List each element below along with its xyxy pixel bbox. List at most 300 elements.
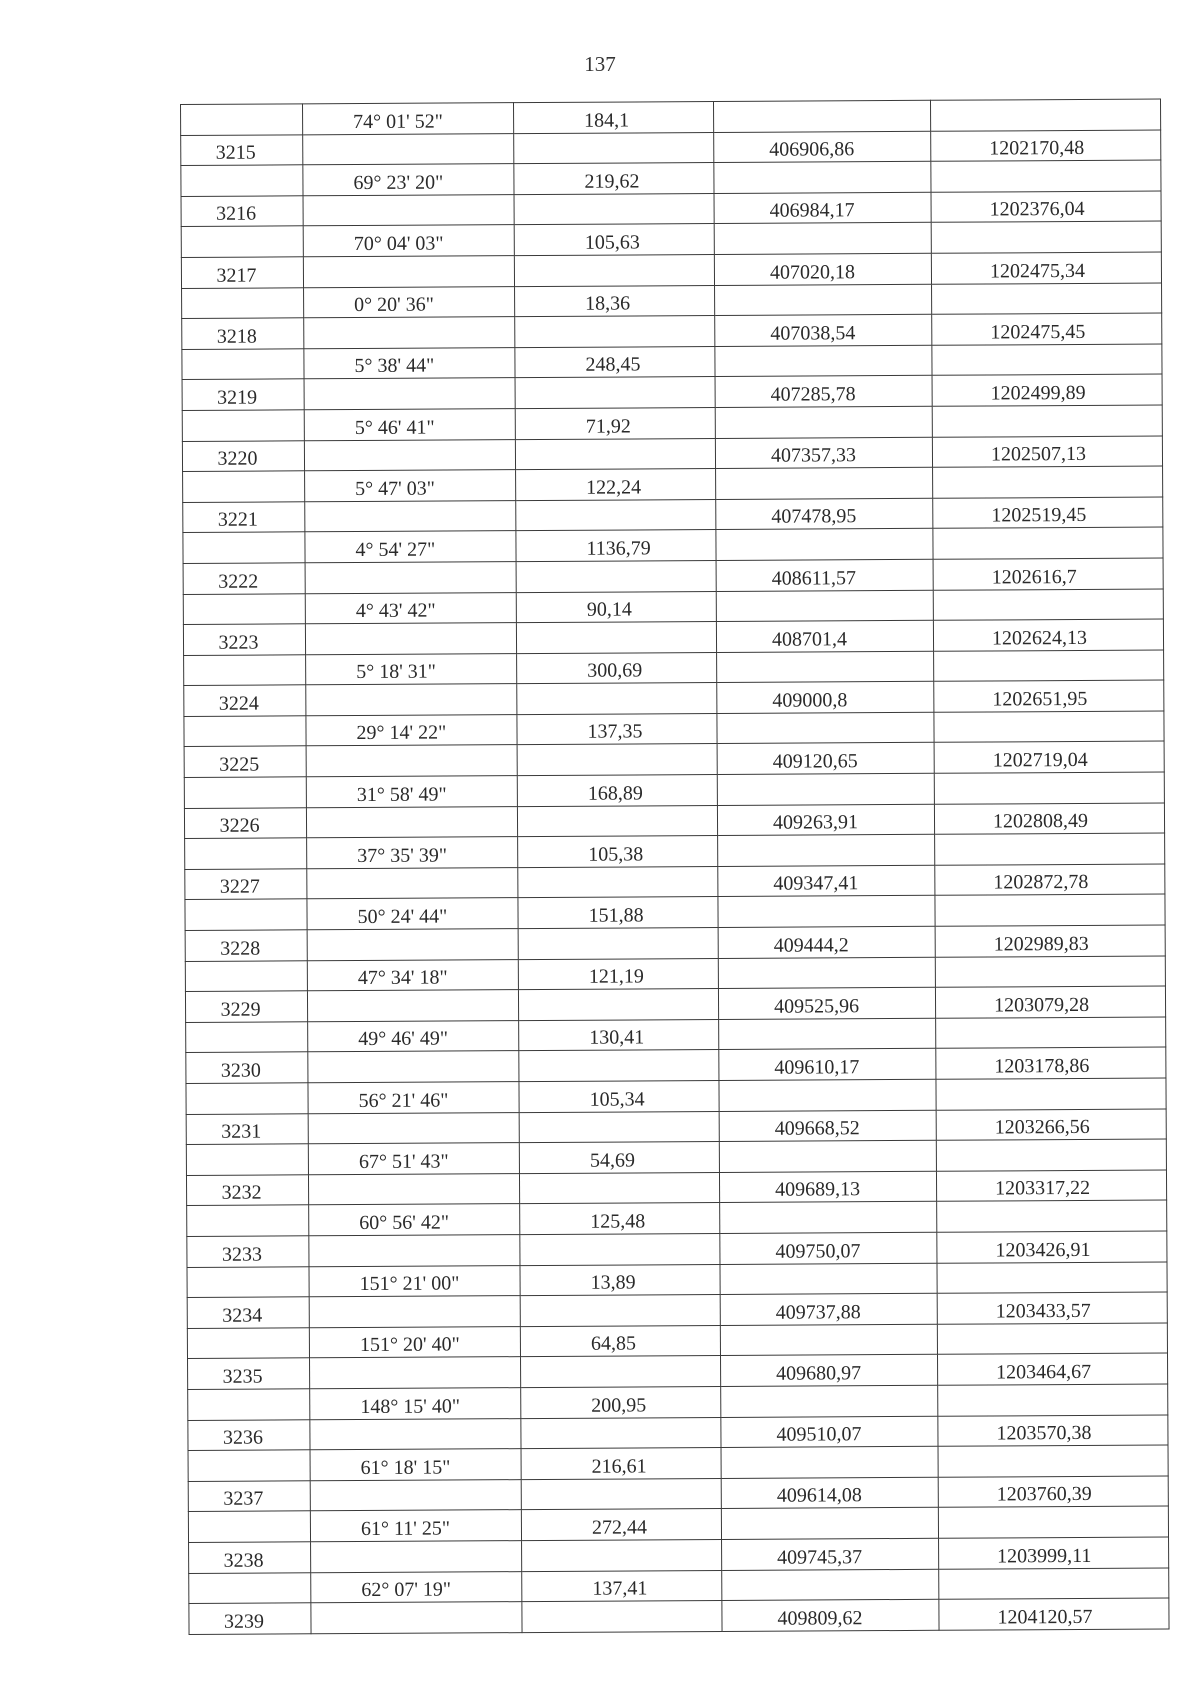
empty-distance-cell [514, 132, 714, 164]
empty-point-cell [181, 165, 303, 196]
empty-point-cell [185, 838, 307, 869]
empty-point-cell [187, 1266, 309, 1297]
direction-angle-cell [303, 225, 514, 257]
y-coordinate-cell [934, 803, 1164, 835]
x-coordinate-cell-text: 409525,96 [773, 995, 860, 1018]
direction-angle-cell-text: 60° 56' 42" [359, 1211, 450, 1234]
point-number-cell-text: 3217 [216, 264, 257, 287]
y-coordinate-cell-text: 1202475,34 [989, 259, 1086, 283]
point-number-cell [189, 1542, 311, 1573]
direction-angle-cell-text: 29° 14' 22" [356, 721, 447, 745]
point-row [184, 680, 1164, 716]
table-body [181, 99, 1170, 1634]
point-number-cell [185, 869, 307, 900]
y-coordinate-cell-text: 1202989,83 [993, 932, 1089, 956]
direction-angle-cell [303, 164, 514, 196]
distance-cell-text: 168,89 [587, 782, 643, 805]
point-row [182, 374, 1162, 410]
empty-x-cell [717, 651, 934, 683]
x-coordinate-cell [722, 1538, 939, 1570]
empty-point-cell [188, 1450, 310, 1481]
direction-angle-cell [305, 470, 516, 502]
empty-point-cell [186, 1144, 308, 1175]
empty-x-cell [716, 529, 933, 561]
empty-distance-cell [521, 1478, 721, 1510]
distance-cell-text: 1136,79 [586, 537, 651, 560]
y-coordinate-cell [933, 497, 1163, 529]
direction-angle-cell-text: 5° 46' 41" [354, 416, 435, 439]
y-coordinate-cell [939, 1537, 1169, 1569]
direction-angle-cell [306, 715, 517, 747]
empty-y-cell [932, 405, 1162, 437]
empty-x-cell [718, 957, 935, 989]
y-coordinate-cell-text: 1204120,57 [997, 1605, 1093, 1629]
empty-distance-cell [522, 1601, 722, 1633]
empty-angle-cell [309, 1235, 520, 1267]
point-row [188, 1415, 1168, 1451]
y-coordinate-cell [937, 1292, 1167, 1324]
point-number-cell-text: 3226 [219, 814, 260, 838]
x-coordinate-cell [716, 559, 933, 591]
point-row [186, 1170, 1166, 1206]
x-coordinate-cell-text: 409737,88 [775, 1300, 861, 1324]
point-number-cell-text: 3230 [220, 1059, 261, 1082]
y-coordinate-cell [935, 986, 1165, 1018]
x-coordinate-cell [722, 1599, 939, 1631]
empty-y-cell [934, 711, 1164, 743]
empty-y-cell [936, 1139, 1166, 1171]
empty-angle-cell [308, 1173, 519, 1205]
empty-point-cell [186, 1083, 308, 1114]
y-coordinate-cell [935, 925, 1165, 957]
direction-angle-cell-text: 62° 07' 19" [361, 1578, 452, 1602]
point-row [181, 130, 1161, 166]
empty-angle-cell [305, 623, 516, 655]
empty-x-cell [715, 284, 932, 316]
y-coordinate-cell [934, 741, 1164, 773]
direction-angle-cell-text: 61° 11' 25" [360, 1517, 451, 1540]
empty-y-cell [937, 1323, 1167, 1355]
empty-x-cell [716, 590, 933, 622]
x-coordinate-cell-text: 409614,08 [776, 1484, 862, 1508]
y-coordinate-cell-text: 1203317,22 [995, 1177, 1091, 1200]
point-number-cell-text: 3228 [220, 937, 261, 960]
x-coordinate-cell-text: 409510,07 [776, 1423, 862, 1446]
point-number-cell-text: 3218 [216, 325, 257, 348]
empty-y-cell [933, 527, 1163, 559]
empty-angle-cell [303, 133, 514, 165]
point-row [187, 1231, 1167, 1267]
point-number-cell-text: 3224 [218, 692, 259, 715]
direction-angle-cell-text: 31° 58' 49" [356, 783, 447, 806]
direction-angle-cell [310, 1449, 521, 1481]
distance-cell-text: 137,41 [592, 1577, 648, 1600]
distance-cell-text: 125,48 [590, 1210, 646, 1233]
direction-angle-cell [307, 837, 518, 869]
direction-angle-cell [309, 1204, 520, 1236]
point-number-cell-text: 3215 [215, 141, 256, 164]
empty-point-cell [183, 532, 305, 563]
y-coordinate-cell-text: 1203570,38 [996, 1422, 1092, 1445]
y-coordinate-cell [935, 864, 1165, 896]
x-coordinate-cell-text: 409000,8 [772, 689, 848, 712]
point-number-cell [183, 502, 305, 533]
x-coordinate-cell [718, 865, 935, 897]
distance-cell [521, 1448, 721, 1480]
direction-angle-cell-text: 50° 24' 44" [357, 905, 448, 929]
direction-angle-cell-text: 37° 35' 39" [357, 844, 448, 867]
distance-cell [515, 285, 715, 317]
x-coordinate-cell [717, 743, 934, 775]
distance-cell-text: 71,92 [585, 415, 631, 438]
direction-angle-cell-text: 47° 34' 18" [357, 966, 448, 990]
x-coordinate-cell-text: 409809,62 [777, 1606, 863, 1630]
distance-cell [519, 1019, 719, 1051]
empty-point-cell [189, 1572, 311, 1603]
point-row [185, 986, 1165, 1022]
direction-angle-cell-text: 67° 51' 43" [358, 1150, 449, 1173]
empty-angle-cell [310, 1357, 521, 1389]
point-number-cell-text: 3239 [223, 1610, 265, 1633]
point-number-cell [186, 1052, 308, 1083]
y-coordinate-cell [939, 1598, 1169, 1630]
point-row [182, 313, 1162, 349]
x-coordinate-cell [719, 1171, 936, 1203]
empty-y-cell [938, 1506, 1168, 1538]
point-row [182, 436, 1162, 472]
empty-distance-cell [517, 805, 717, 837]
y-coordinate-cell-text: 1202872,78 [993, 871, 1089, 894]
empty-point-cell [181, 104, 303, 135]
empty-x-cell [718, 896, 935, 928]
point-row [184, 803, 1164, 839]
empty-point-cell [185, 960, 307, 991]
point-number-cell-text: 3235 [222, 1365, 263, 1388]
empty-y-cell [931, 221, 1161, 253]
point-row [185, 864, 1165, 900]
direction-angle-cell-text: 151° 21' 00" [359, 1272, 460, 1296]
empty-distance-cell [515, 377, 715, 409]
point-number-cell-text: 3238 [223, 1549, 264, 1572]
point-number-cell [181, 134, 303, 165]
x-coordinate-cell-text: 409750,07 [775, 1239, 861, 1263]
distance-cell [515, 407, 715, 439]
direction-angle-cell-text: 0° 20' 36" [354, 293, 434, 317]
point-row [184, 741, 1164, 777]
distance-cell [514, 224, 714, 256]
x-coordinate-cell [716, 620, 933, 652]
point-number-cell [185, 991, 307, 1022]
empty-x-cell [715, 345, 932, 377]
empty-point-cell [183, 471, 305, 502]
y-coordinate-cell [938, 1476, 1168, 1508]
empty-x-cell [719, 1018, 936, 1050]
point-number-cell [188, 1481, 310, 1512]
y-coordinate-cell [937, 1353, 1167, 1385]
empty-angle-cell [307, 929, 518, 961]
direction-angle-cell-text: 5° 18' 31" [356, 660, 437, 684]
empty-angle-cell [304, 378, 515, 410]
direction-angle-cell-text: 148° 15' 40" [360, 1394, 461, 1418]
empty-point-cell [184, 777, 306, 808]
empty-distance-cell [520, 1295, 720, 1327]
empty-point-cell [182, 410, 304, 441]
point-number-cell-text: 3229 [220, 998, 261, 1021]
empty-angle-cell [309, 1296, 520, 1328]
direction-angle-cell [305, 592, 516, 624]
point-number-cell [181, 196, 303, 227]
empty-y-cell [933, 466, 1163, 498]
empty-point-cell [187, 1328, 309, 1359]
y-coordinate-cell-text: 1202475,45 [990, 320, 1086, 344]
x-coordinate-cell-text: 407478,95 [771, 505, 857, 529]
point-row [186, 1109, 1166, 1145]
empty-distance-cell [517, 744, 717, 776]
x-coordinate-cell [714, 192, 931, 224]
empty-distance-cell [522, 1539, 722, 1571]
y-coordinate-cell-text: 1202170,48 [989, 137, 1085, 160]
distance-cell-text: 54,69 [589, 1149, 635, 1172]
distance-cell [517, 713, 717, 745]
point-number-cell-text: 3222 [218, 570, 259, 593]
point-row [183, 558, 1163, 594]
point-row [188, 1353, 1168, 1389]
empty-angle-cell [303, 256, 514, 288]
point-number-cell-text: 3223 [218, 631, 259, 654]
direction-angle-cell [307, 959, 518, 991]
empty-angle-cell [304, 317, 515, 349]
distance-cell-text: 90,14 [586, 598, 632, 621]
empty-x-cell [713, 100, 930, 132]
point-number-cell [182, 318, 304, 349]
x-coordinate-cell [714, 253, 931, 285]
empty-point-cell [182, 287, 304, 318]
x-coordinate-cell-text: 409689,13 [775, 1178, 861, 1202]
x-coordinate-cell [721, 1355, 938, 1387]
distance-cell [518, 958, 718, 990]
point-number-cell [188, 1419, 310, 1450]
x-coordinate-cell [714, 131, 931, 163]
empty-point-cell [181, 226, 303, 257]
empty-distance-cell [516, 622, 716, 654]
empty-point-cell [185, 899, 307, 930]
empty-point-cell [188, 1511, 310, 1542]
x-coordinate-cell-text: 409610,17 [774, 1056, 860, 1079]
direction-angle-cell [308, 1143, 519, 1175]
empty-y-cell [932, 344, 1162, 376]
empty-distance-cell [520, 1233, 720, 1265]
empty-distance-cell [516, 560, 716, 592]
distance-cell [519, 1142, 719, 1174]
x-coordinate-cell-text: 409680,97 [776, 1362, 862, 1385]
distance-cell-text: 121,19 [588, 965, 644, 988]
empty-point-cell [182, 349, 304, 380]
distance-cell [518, 897, 718, 929]
empty-angle-cell [304, 439, 515, 471]
empty-point-cell [187, 1205, 309, 1236]
empty-point-cell [184, 654, 306, 685]
direction-angle-cell-text: 74° 01' 52" [353, 110, 443, 133]
direction-angle-cell-text: 56° 21' 46" [358, 1089, 449, 1112]
empty-y-cell [935, 894, 1165, 926]
point-row [188, 1476, 1168, 1512]
x-coordinate-cell [715, 376, 932, 408]
distance-cell-text: 130,41 [589, 1026, 645, 1050]
x-coordinate-cell [718, 926, 935, 958]
distance-cell [516, 530, 716, 562]
empty-point-cell [184, 716, 306, 747]
empty-distance-cell [518, 989, 718, 1021]
x-coordinate-cell-text: 409444,2 [773, 933, 849, 957]
empty-distance-cell [514, 193, 714, 225]
empty-angle-cell [308, 1112, 519, 1144]
distance-cell-text: 13,89 [590, 1271, 636, 1294]
empty-y-cell [937, 1200, 1167, 1232]
point-number-cell-text: 3233 [221, 1243, 262, 1266]
y-coordinate-cell [932, 436, 1162, 468]
direction-angle-cell [308, 1020, 519, 1052]
empty-point-cell [186, 1022, 308, 1053]
empty-x-cell [720, 1263, 937, 1295]
distance-cell-text: 300,69 [587, 659, 643, 683]
distance-cell-text: 122,24 [586, 476, 642, 499]
y-coordinate-cell [932, 374, 1162, 406]
y-coordinate-cell-text: 1202616,7 [991, 565, 1077, 588]
empty-angle-cell [306, 745, 517, 777]
empty-y-cell [938, 1384, 1168, 1416]
x-coordinate-cell [715, 314, 932, 346]
empty-x-cell [722, 1569, 939, 1601]
point-number-cell [189, 1603, 311, 1634]
x-coordinate-cell-text: 409263,91 [772, 811, 859, 834]
distance-cell [521, 1509, 721, 1541]
y-coordinate-cell [937, 1231, 1167, 1263]
empty-y-cell [931, 160, 1161, 192]
point-number-cell [183, 624, 305, 655]
x-coordinate-cell [719, 1049, 936, 1081]
distance-cell [518, 836, 718, 868]
distance-cell-text: 219,62 [584, 170, 640, 193]
direction-angle-cell [309, 1265, 520, 1297]
point-row [189, 1537, 1169, 1573]
distance-cell [516, 469, 716, 501]
point-number-cell-text: 3237 [223, 1487, 264, 1511]
direction-angle-cell-text: 151° 20' 40" [359, 1333, 460, 1357]
distance-cell [522, 1570, 722, 1602]
point-number-cell [185, 930, 307, 961]
x-coordinate-cell-text: 409347,41 [773, 872, 859, 896]
empty-distance-cell [518, 928, 718, 960]
x-coordinate-cell-text: 407357,33 [770, 444, 857, 467]
distance-cell-text: 216,61 [591, 1455, 647, 1478]
empty-x-cell [721, 1508, 938, 1540]
y-coordinate-cell [931, 191, 1161, 223]
y-coordinate-cell-text: 1202624,13 [991, 626, 1088, 650]
empty-distance-cell [516, 499, 716, 531]
point-number-cell-text: 3232 [221, 1181, 262, 1205]
point-row [183, 497, 1163, 533]
x-coordinate-cell-text: 409668,52 [774, 1117, 860, 1140]
y-coordinate-cell-text: 1203079,28 [993, 993, 1090, 1017]
empty-x-cell [718, 835, 935, 867]
direction-angle-cell [307, 898, 518, 930]
x-coordinate-cell [716, 498, 933, 530]
x-coordinate-cell-text: 406906,86 [769, 138, 855, 161]
empty-y-cell [930, 99, 1160, 131]
y-coordinate-cell [933, 619, 1163, 651]
empty-angle-cell [305, 500, 516, 532]
page-number: 137 [584, 52, 616, 76]
y-coordinate-cell-text: 1203266,56 [994, 1116, 1090, 1139]
empty-distance-cell [515, 438, 715, 470]
direction-angle-cell [303, 103, 514, 135]
distance-cell-text: 64,85 [590, 1332, 636, 1356]
x-coordinate-cell [717, 682, 934, 714]
point-number-cell [182, 379, 304, 410]
empty-x-cell [720, 1202, 937, 1234]
empty-y-cell [936, 1078, 1166, 1110]
distance-cell-text: 105,63 [584, 231, 640, 254]
direction-angle-cell-text: 69° 23' 20" [353, 171, 444, 194]
y-coordinate-cell [938, 1415, 1168, 1447]
empty-x-cell [714, 161, 931, 193]
point-number-cell [184, 807, 306, 838]
point-number-cell [186, 1113, 308, 1144]
point-row [185, 925, 1165, 961]
coordinates-table [180, 99, 1170, 1635]
point-number-cell [188, 1358, 310, 1389]
empty-distance-cell [519, 1111, 719, 1143]
distance-cell-text: 184,1 [584, 109, 630, 132]
empty-angle-cell [306, 806, 517, 838]
empty-y-cell [936, 1017, 1166, 1049]
empty-x-cell [721, 1446, 938, 1478]
point-number-cell [184, 746, 306, 777]
distance-cell-text: 200,95 [591, 1393, 647, 1417]
empty-angle-cell [311, 1541, 522, 1573]
point-number-cell-text: 3220 [217, 447, 258, 470]
direction-angle-cell [306, 653, 517, 685]
empty-angle-cell [307, 867, 518, 899]
distance-cell [517, 775, 717, 807]
direction-angle-cell [304, 286, 515, 318]
direction-angle-cell [311, 1571, 522, 1603]
distance-cell [520, 1264, 720, 1296]
x-coordinate-cell [718, 988, 935, 1020]
y-coordinate-cell [936, 1109, 1166, 1141]
distance-cell [520, 1325, 720, 1357]
distance-cell [521, 1386, 721, 1418]
empty-angle-cell [305, 562, 516, 594]
y-coordinate-cell-text: 1202808,49 [992, 810, 1089, 833]
direction-angle-cell-text: 5° 38' 44" [354, 354, 435, 378]
empty-y-cell [935, 956, 1165, 988]
x-coordinate-cell [719, 1110, 936, 1142]
direction-angle-cell [309, 1326, 520, 1358]
point-row [181, 191, 1161, 227]
empty-x-cell [717, 712, 934, 744]
x-coordinate-cell [721, 1416, 938, 1448]
point-number-cell-text: 3221 [217, 508, 258, 532]
point-number-cell-text: 3216 [216, 202, 257, 226]
distance-cell-text: 151,88 [588, 904, 644, 927]
direction-angle-cell [305, 531, 516, 563]
point-number-cell-text: 3231 [221, 1120, 262, 1143]
point-number-cell-text: 3219 [217, 386, 258, 409]
empty-y-cell [935, 833, 1165, 865]
empty-angle-cell [310, 1479, 521, 1511]
empty-y-cell [934, 772, 1164, 804]
